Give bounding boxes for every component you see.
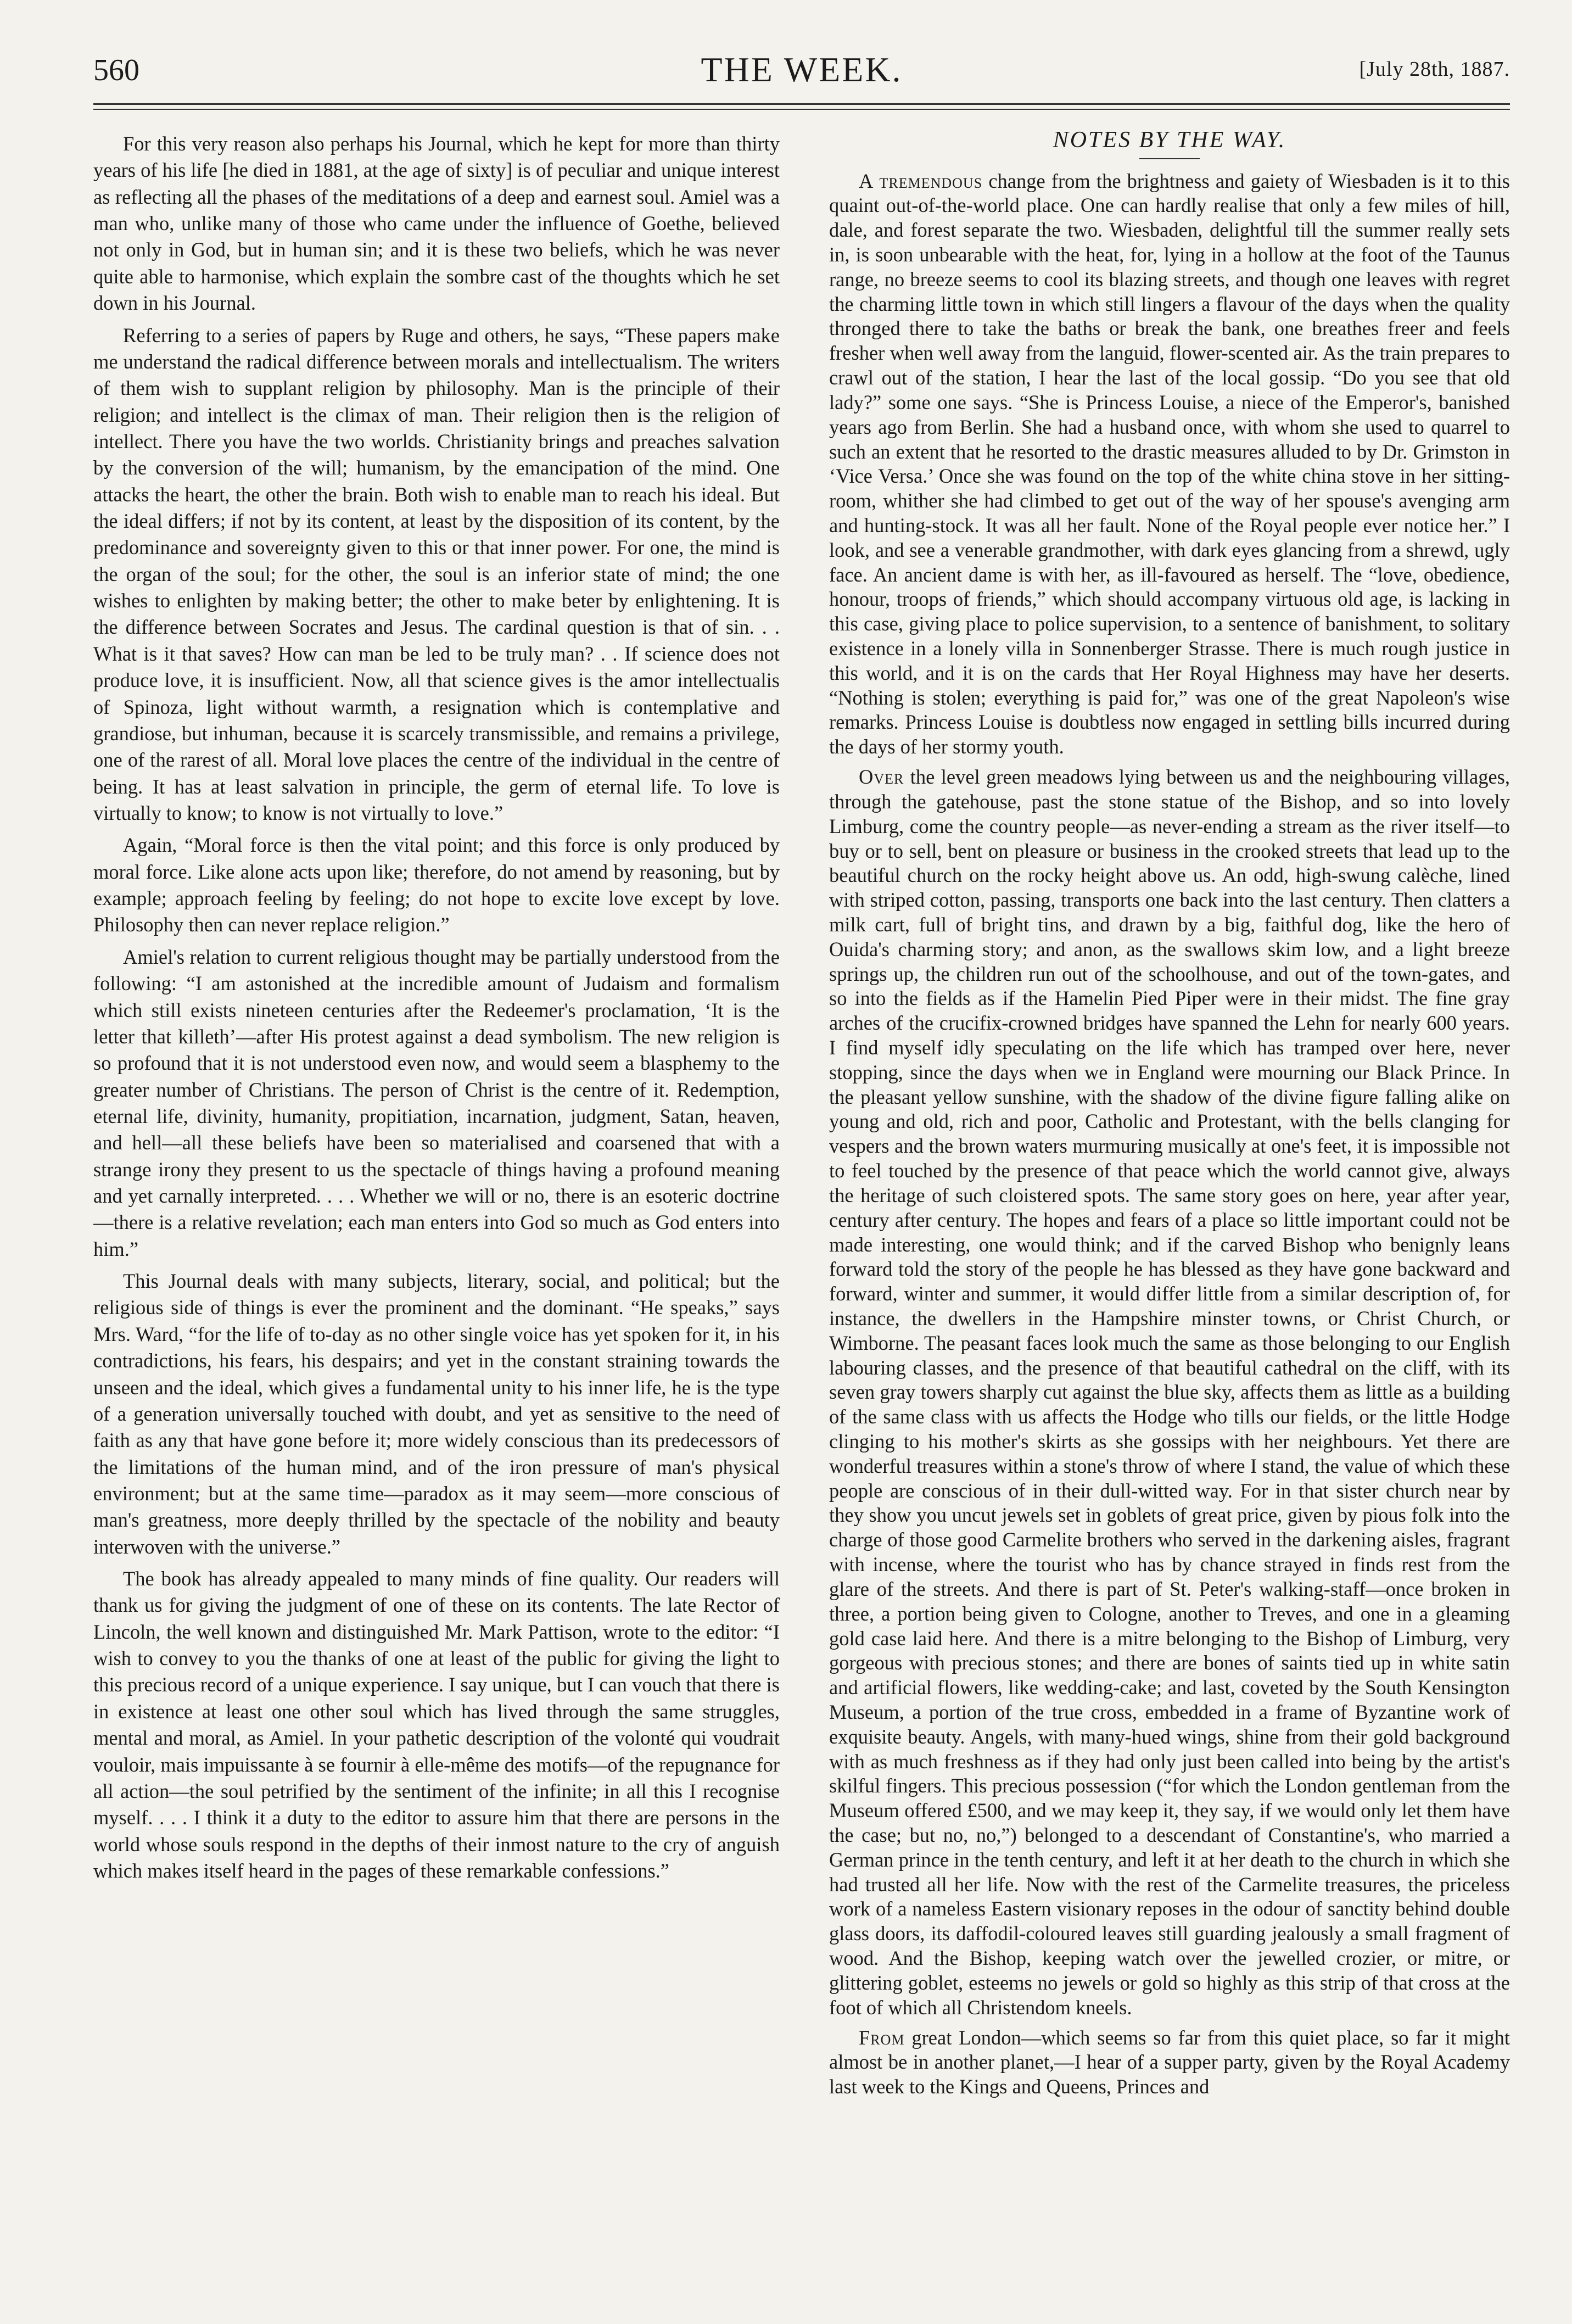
journal-title: THE WEEK. — [701, 50, 903, 89]
left-paragraph-1: For this very reason also perhaps his Journal, which he kept for more than thirty years of his life [he died in 1881, at the age of sixty] is of peculiar and unique interest as reflecting all the phases of the meditations of a deep and earnest soul. Amiel was a man who, unlike many of those who came under the influence of Goethe, believed not only in God, but in human sin; and it is these two beliefs, which he was never quite able to harmonise, which explain the sombre cast of the thoughts which he set down in his Journal. — [93, 132, 780, 315]
left-paragraph-5: This Journal deals with many subjects, literary, social, and political; but the religious side of things is ever the prominent and the dominant. “He speaks,” says Mrs. Ward, “for the life of to-day as no other single voice has yet spoken for it, in his contradictions, his fears, his despairs; and yet in the constant straining towards the unseen and the ideal, which gives a fundamental unity to his inner life, he is the type of a generation universally touched with doubt, and yet as sensitive to the need of faith as any that have gone before it; more widely conscious than its predecessors of the limitations of the human mind, and of the iron pressure of man's physical environment; but at the same time—paradox as it may seem—more conscious of man's greatness, more deeply thrilled by the spectacle of the nobility and beauty interwoven with the universe.” — [93, 1270, 780, 1558]
paragraph-lead-word: A tremendous — [859, 169, 983, 192]
page-number: 560 — [93, 53, 139, 87]
paragraph-lead-word: From — [859, 2026, 905, 2049]
page-header — [93, 49, 1510, 115]
paragraph-lead-word: Over — [859, 766, 904, 789]
left-paragraph-6: The book has already appealed to many minds of fine quality. Our readers will thank us for giving the judgment of one of these on its contents. The late Rector of Lincoln, the well known and distinguished Mr. Mark Pattison, wrote to the editor: “I wish to convey to you the thanks of one at least of the public for giving the light to this precious record of a unique experience. I say unique, but I can vouch that there is in existence at least one other soul which has lived through the same struggles, mental and moral, as Amiel. In your pathetic description of the volonté qui voudrait vouloir, mais impuissante à se fournir à elle-même des motifs—of the repugnance for all action—the soul petrified by the sentiment of the infinite; in all this I recognise myself. . . . I think it a duty to the editor to assure him that there are persons in the world whose souls respond in the depths of their inmost nature to the cry of anguish which makes itself heard in the pages of these remarkable confessions.” — [93, 1567, 780, 1882]
right-paragraph-1-text: change from the brightness and gaiety of Wiesbaden is it to this quaint out-of-the-world place. One can hardly realise that only a few miles of hill, dale, and forest separate the two. Wiesbaden, delightful till the summer really sets in, is soon unbearable with the heat, for, lying in a hollow at the foot of the Taunus range, no breeze seems to cool its blazing streets, and though one leaves with regret the charming little town in which still lingers a flavour of the days when the quality thronged there to take the baths or break the bank, one breathes freer and feels fresher when well away from the languid, flower-scented air. As the train prepares to crawl out of the station, I hear the last of the local gossip. “Do you see that old lady?” some one says. “She is Princess Louise, a niece of the Emperor's, banished years ago from Berlin. She had a husband once, with whom she used to quarrel to such an extent that he resorted to the drastic measures alluded to by Dr. Grimston in ‘Vice Versa.’ Once she was found on the top of the white china stove in her sitting-room, whither she had climbed to get out of the way of her spouse's avenging arm and hunting-stock. It was all her fault. None of the Royal people ever notice her.” I look, and see a venerable grandmother, with dark eyes glancing from a shrewd, ugly face. An ancient dame is with her, as ill-favoured as herself. The “love, obedience, honour, troops of friends,” which should accompany virtuous old age, is lacking in this case, giving place to police supervision, to a sentence of banishment, to solitary existence in a lonely villa in Sonnenberger Strasse. There is much rough justice in this world, and it is on the cards that Her Royal Highness may have her deserts. “Nothing is stolen; everything is paid for,” was one of the great Napoleon's wise remarks. Princess Louise is doubtless now engaged in settling bills incurred during the days of her stormy youth. — [829, 169, 1510, 758]
right-paragraph-1 — [829, 169, 1510, 760]
left-paragraph-2: Referring to a series of papers by Ruge and others, he says, “These papers make me understand the radical difference between morals and intellectualism. The writers of them wish to supplant religion by philosophy. Man is the principle of their religion; and intellect is the climax of man. Their religion then is the religion of intellect. There you have the two worlds. Christianity brings and preaches salvation by the conversion of the will; humanism, by the emancipation of the mind. One attacks the heart, the other the brain. Both wish to enable man to reach his ideal. But the ideal differs; if not by its content, at least by the disposition of its content, by the predominance and sovereignty given to this or that inner power. For one, the mind is the organ of the soul; for the other, the soul is an inferior state of mind; the one wishes to enlighten by making better; the other to make beter by enlightening. It is the difference between Socrates and Jesus. The cardinal question is that of sin. . . What is it that saves? How can man be led to be truly man? . . If science does not produce love, it is insufficient. Now, all that science gives is the amor intellectualis of Spinoza, light without warmth, a resignation which is contemplative and grandiose, but inhuman, because it is scarcely transmissible, and remains a privilege, one of the rarest of all. Moral love places the centre of the individual in the centre of being. It has at least salvation in principle, the germ of eternal life. To love is virtually to know; to know is not virtually to love.” — [93, 323, 780, 824]
right-paragraph-2-text: the level green meadows lying between us and the neighbouring villages, through the gatehouse, past the stone statue of the Bishop, and so into lovely Limburg, come the country people—as never-ending a stream as the river itself—to buy or to sell, bent on pleasure or business in the crooked streets that lead up to the beautiful church on the rocky height above us. An odd, high-swung calèche, lined with striped cotton, passing, transports one back into the last century. Then clatters a milk cart, full of bright tins, and drawn by a big, faithful dog, like the hero of Ouida's charming story; and anon, as the swallows skim low, and a light breeze springs up, the children run out of the schoolhouse, and out of the town-gates, and so into the fields as if the Hamelin Pied Piper were in their midst. The fine gray arches of the crucifix-crowned bridges have spanned the Lehn for nearly 600 years. I find myself idly speculating on the life which has tramped over here, never stopping, since the days when we in England were mourning our Black Prince. In the pleasant yellow sunshine, with the shadow of the divine figure falling alike on young and old, rich and poor, Catholic and Protestant, with the bells clanging for vespers and the brown waters murmuring musically at one's feet, it is impossible not to feel touched by the presence of that peace which the world cannot give, always the heritage of such cloistered spots. The same story goes on here, year after year, century after century. The hopes and fears of a place so little important could not be made interesting, one would think; and if the carved Bishop who benignly leans forward told the story of the people he has blessed as they have gone backward and forward, winter and summer, it would differ little from a similar description of, for instance, the dwellers in the Hampshire minster towns, or Christ Church, or Wimborne. The peasant faces look much the same as those belonging to our English labouring classes, and the presence of that beautiful cathedral on the cliff, with its seven gray towers sharply cut against the blue sky, affects them as little as a building of the same class with us affects the Hodge who tills our fields, or the little Hodge clinging to his mother's skirts as she gossips with her neighbours. Yet there are wonderful treasures within a stone's throw of where I stand, the value of which these people are conscious of in their dull-witted way. For in that sister church near by they show you uncut jewels set in goblets of great price, given by pious folk into the charge of those good Carmelite brothers who served in the darkening aisles, fragrant with incense, where the tourist who has by chance strayed in finds rest from the glare of the streets. And there is part of St. Peter's walking-staff—once broken in three, a portion being given to Cologne, another to Treves, and one in a gleaming gold case laid here. And there is a mitre belonging to the Bishop of Limburg, very gorgeous with precious stones; and there are bones of saints tied up in white satin and artificial flowers, like wedding-cake; and last, coveted by the South Kensington Museum, a portion of the true cross, embedded in a frame of Byzantine work of exquisite beauty. Angels, with many-hued wings, shine from their gold background with as much freshness as if they had only just been called into being by the artist's skilful fingers. This precious possession (“for which the London gentleman from the Museum offered £500, and we may keep it, they say, if we would only let them have the case; but no, no,”) belonged to a descendant of Constantine's, who married a German prince in the tenth century, and left it at her death to the church in which she had trusted all her life. Now with the rest of the Carmelite treasures, the priceless work of a nameless Eastern visionary reposes in the odour of sanctity behind double glass doors, its daffodil-coloured leaves still guarding jealously a small fragment of wood. And the Bishop, keeping watch over the jewelled crozier, or mitre, or glittering goblet, esteems no jewels or gold so highly as this strip of that cross at the foot of which all Christendom kneels. — [829, 766, 1510, 2019]
right-paragraph-3 — [829, 2026, 1510, 2099]
section-title: NOTES BY THE WAY. — [1053, 131, 1286, 153]
right-paragraph-2 — [829, 765, 1510, 2020]
header-rule — [93, 103, 1510, 105]
left-paragraph-4: Amiel's relation to current religious thought may be partially understood from the following: “I am astonished at the incredible amount of Judaism and formalism which still exists nineteen centuries after the Redeemer's proclamation, ‘It is the letter that killeth’—after His protest against a dead symbolism. The new religion is so profound that it is not understood even now, and would seem a blasphemy to the greater number of Christians. The person of Christ is the centre of it. Redemption, eternal life, divinity, humanity, propitiation, incarnation, judgment, Satan, heaven, and hell—all these beliefs have been so materialised and coarsened that with a strange irony they present to us the spectacle of things having a profound meaning and yet carnally interpreted. . . . Whether we will or no, there is an esoteric doctrine—there is a relative revelation; each man enters into God so much as God enters into him.” — [93, 945, 780, 1260]
left-column — [93, 131, 780, 2294]
left-paragraph-3: Again, “Moral force is then the vital point; and this force is only produced by moral force. Like alone acts upon like; therefore, do not amend by reasoning, but by example; approach feeling by feeling; do not hope to excite love except by love. Philosophy then can never replace religion.” — [93, 834, 780, 936]
header-rule-lower — [93, 109, 1510, 110]
section-title-rule — [1139, 158, 1200, 159]
right-paragraph-3-text: great London—which seems so far from this quiet place, so far it might almost be in another planet,—I hear of a supper party, given by the Royal Academy last week to the Kings and Queens, Princes and — [829, 2026, 1510, 2098]
right-column — [829, 131, 1510, 2294]
issue-date: [July 28th, 1887. — [1359, 58, 1510, 81]
